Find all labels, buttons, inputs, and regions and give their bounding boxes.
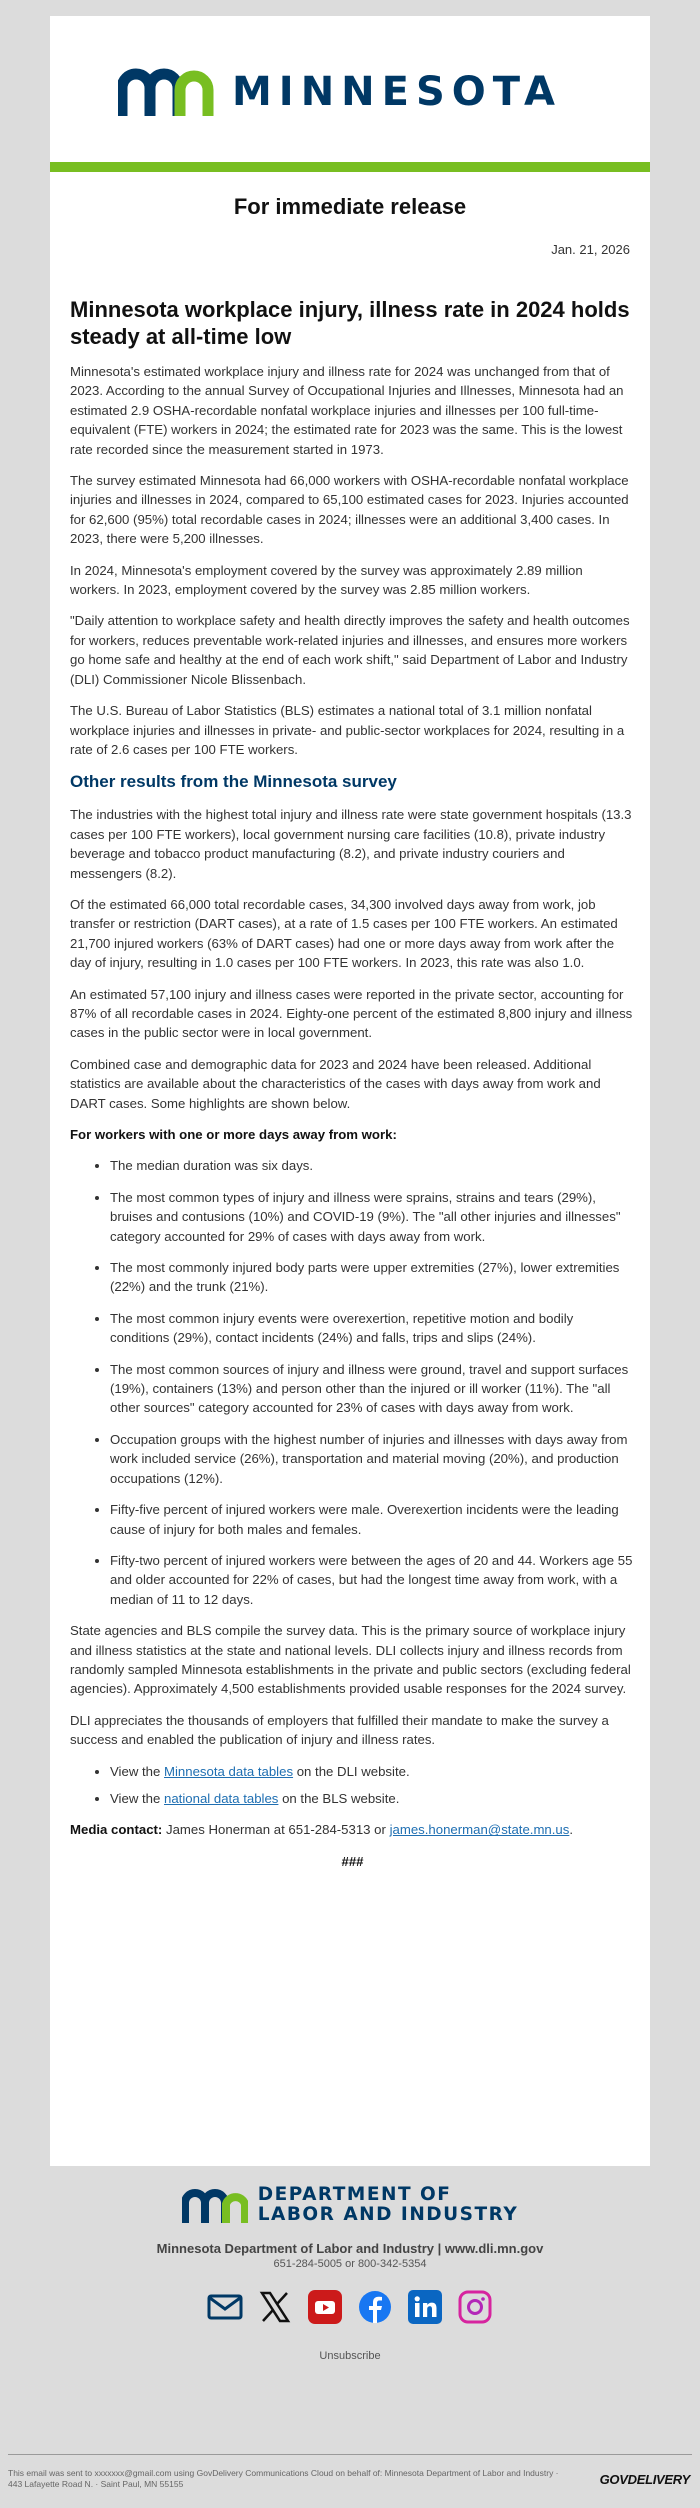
paragraph: DLI appreciates the thousands of employers that fulfilled their mandate to make the survey a success and enabled the publication of injury and illness rates. <box>70 1712 609 1748</box>
link-suffix: on the DLI website. <box>293 1763 410 1779</box>
list-item: • The most common injury events were overexertion, repetitive motion and bodily conditions (29%), contact incidents (24%) and falls, trips and slips (24%). <box>110 1309 635 1348</box>
paragraph: The industries with the highest total injury and illness rate were state government hospitals (13.3 cases per 100 FTE workers), local government nursing care facilities (10.8), private industry beverage and tobacco product manufacturing (8.2), and private industry couriers and messengers (8.2). <box>70 807 632 881</box>
dli-wordmark <box>258 2185 519 2225</box>
dli-wordmark-line2: LABOR AND INDUSTRY <box>257 2204 519 2225</box>
list-item: • The most common sources of injury and illness were ground, travel and support surfaces (19%), containers (13%) and person other than the injured or ill worker (11%). The "all other sources" category accounted for 23% of cases with days away from work. <box>110 1360 635 1418</box>
list-heading: For workers with one or more days away from work: <box>70 1127 397 1142</box>
paragraph: Combined case and demographic data for 2023 and 2024 have been released. Additional statistics are available about the characteristics of the cases with days away from work and DART cases. Some highlights are shown below. <box>70 1056 601 1111</box>
minnesota-data-tables-link[interactable]: Minnesota data tables <box>164 1763 294 1779</box>
paragraph: In 2024, Minnesota's employment covered by the survey was approximately 2.89 million workers. In 2023, employment covered by the survey was 2.85 million workers. <box>70 562 583 598</box>
link-prefix: View the <box>110 1790 165 1806</box>
dli-logo[interactable] <box>0 2185 700 2225</box>
unsubscribe-link[interactable]: Unsubscribe <box>319 2350 381 2362</box>
legal-notice: This email was sent to xxxxxxx@gmail.com using GovDelivery Communications Cloud on behalf of: Minnesota Department of Labor and Industry · 443 Lafayette Road N. · Saint Paul, MN 55155 <box>8 2468 559 2489</box>
mn-logo-mark-icon <box>118 66 214 118</box>
section-heading: Other results from the Minnesota survey <box>70 772 397 792</box>
media-contact-end: . <box>569 1822 574 1838</box>
govdelivery-logo[interactable]: GOVDELIVERY <box>599 2472 690 2487</box>
list-item: • The median duration was six days. <box>110 1156 635 1175</box>
national-data-tables-link[interactable]: national data tables <box>164 1790 279 1806</box>
email-icon[interactable] <box>206 2288 244 2326</box>
paragraph: An estimated 57,100 injury and illness cases were reported in the private sector, accounting for 87% of all recordable cases in 2024. Eighty-one percent of the estimated 8,800 injury and illness cases in the public sector were in local government. <box>70 986 633 1041</box>
minnesota-logo[interactable] <box>118 66 562 118</box>
paragraph: State agencies and BLS compile the survey data. This is the primary source of workplace injury and illness statistics at the state and national levels. DLI collects injury and illness records from randomly sampled Minnesota establishments in the private and public sectors (excluding federal agencies). Approximately 4,500 establishments provided usable responses for the 2024 survey. <box>70 1623 631 1697</box>
list-item: • The most common types of injury and illness were sprains, strains and tears (29%), bruises and contusions (10%) and COVID-19 (9%). The "all other injuries and illnesses" category accounted for 29% of cases with days away from work. <box>110 1188 635 1246</box>
release-label: For immediate release <box>233 194 467 219</box>
list-item: • Occupation groups with the highest number of injuries and illnesses with days away from work included service (26%), transportation and material moving (20%), and production occupations (12%). <box>110 1430 635 1488</box>
list-item: • Fifty-two percent of injured workers were between the ages of 20 and 44. Workers age 55 and older accounted for 22% of cases, but had the longest time away from work, with a median of 11 to 12 days. <box>110 1551 635 1609</box>
footer <box>0 2185 700 2362</box>
list-item: • Fifty-five percent of injured workers were male. Overexertion incidents were the leading cause of injury for both males and females. <box>110 1500 635 1539</box>
facebook-icon[interactable] <box>356 2288 394 2326</box>
paragraph: The U.S. Bureau of Labor Statistics (BLS) estimates a national total of 3.1 million nonfatal workplace injuries and illnesses in private- and public-sector workplaces for 2024, resulting in a rate of 2.6 cases per 100 FTE workers. <box>70 703 625 757</box>
link-suffix: on the BLS website. <box>278 1790 400 1806</box>
phone-info: 651-284-5005 or 800-342-5354 <box>273 2258 427 2270</box>
highlights-list <box>70 1156 635 1609</box>
article-title: Minnesota workplace injury, illness rate in 2024 holds steady at all-time low <box>70 297 630 349</box>
release-date: Jan. 21, 2026 <box>551 242 630 257</box>
list-item <box>110 1762 635 1781</box>
accent-divider <box>50 162 650 172</box>
media-contact-label: Media contact: <box>70 1822 163 1838</box>
social-links <box>0 2288 700 2326</box>
brand-name: MINNESOTA <box>232 69 562 115</box>
footer-divider <box>8 2454 692 2455</box>
email-card <box>50 16 650 2166</box>
article-body <box>70 296 635 1871</box>
dli-logo-mark-icon <box>182 2186 248 2224</box>
org-info: Minnesota Department of Labor and Industry | www.dli.mn.gov <box>156 2241 544 2256</box>
paragraph: Of the estimated 66,000 total recordable cases, 34,300 involved days away from work, job transfer or restriction (DART cases), at a rate of 1.5 cases per 100 FTE workers. An estimated 21,700 injured workers (63% of DART cases) had one or more days away from work after the day of injury, resulting in 1.0 cases per 100 FTE workers. In 2023, this rate was also 1.0. <box>70 896 618 971</box>
quote-paragraph: "Daily attention to workplace safety and health directly improves the safety and health outcomes for workers, reduces preventable work-related injuries and illnesses, and ensures more workers go home safe and healthy at the end of each work shift," said Department of Labor and Industry (DLI) Commissioner Nicole Blissenbach. <box>70 613 630 687</box>
list-item: • The most commonly injured body parts were upper extremities (27%), lower extremities (22%) and the trunk (21%). <box>110 1258 635 1297</box>
linkedin-icon[interactable] <box>406 2288 444 2326</box>
link-prefix: View the <box>110 1763 165 1779</box>
instagram-icon[interactable] <box>456 2288 494 2326</box>
paragraph: The survey estimated Minnesota had 66,000 workers with OSHA-recordable nonfatal workplace injuries and illnesses in 2024, compared to 65,100 estimated cases for 2023. Injuries accounted for 62,600 (95%) total recordable cases in 2024; illnesses were an additional 3,400 cases. In 2023, there were 5,200 illnesses. <box>70 473 629 547</box>
media-email-link[interactable]: james.honerman@state.mn.us <box>389 1822 570 1838</box>
media-contact-text: James Honerman at 651-284-5313 or <box>162 1822 390 1838</box>
youtube-icon[interactable] <box>306 2288 344 2326</box>
x-icon[interactable] <box>256 2288 294 2326</box>
end-mark: ### <box>341 1853 364 1869</box>
media-contact <box>70 1820 635 1839</box>
dli-wordmark-line1: DEPARTMENT OF <box>257 2184 452 2205</box>
links-list <box>70 1762 635 1809</box>
list-item <box>110 1789 635 1808</box>
paragraph: Minnesota's estimated workplace injury and illness rate for 2024 was unchanged from that of 2023. According to the annual Survey of Occupational Injuries and Illnesses, Minnesota had an estimated 2.9 OSHA-recordable nonfatal workplace injuries and illnesses per 100 full-time-equivalent (FTE) workers in 2024; the estimated rate for 2023 was the same. This is the lowest rate recorded since the measurement started in 1973. <box>70 364 624 457</box>
